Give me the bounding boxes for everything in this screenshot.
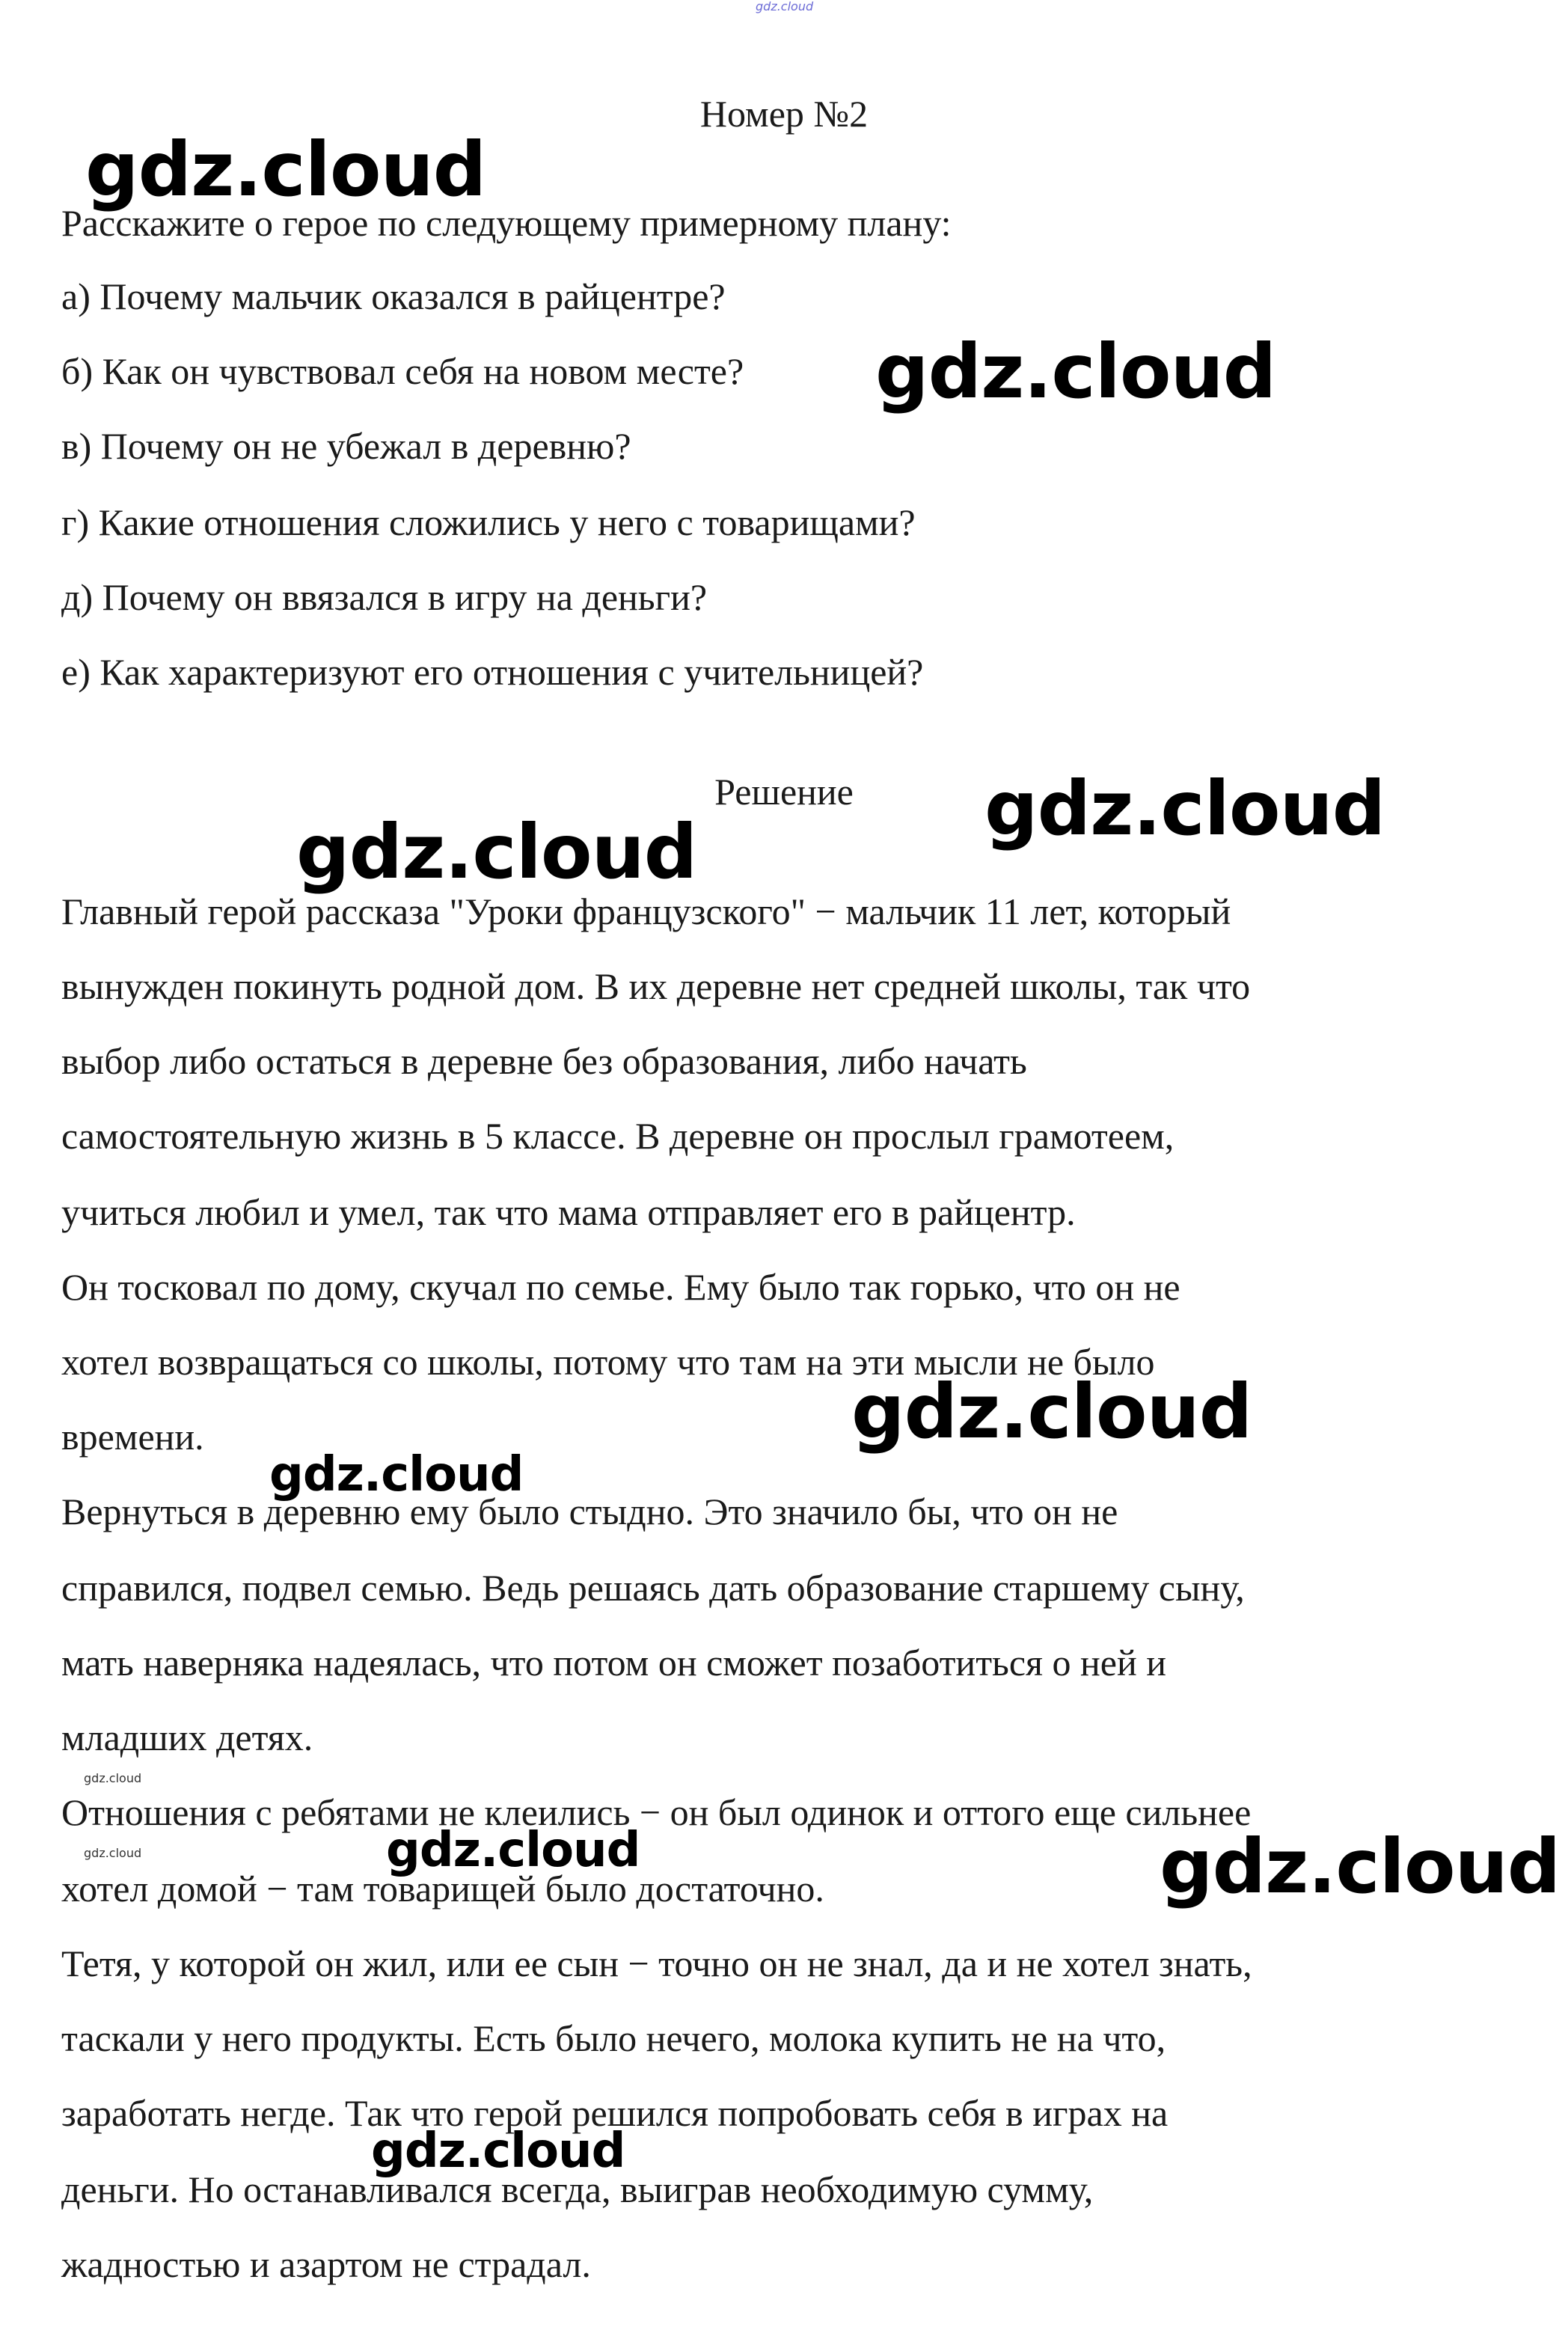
question-item: б) Как он чувствовал себя на новом месте? xyxy=(61,350,744,392)
watermark-small: gdz.cloud xyxy=(84,1846,142,1860)
solution-line: жадностью и азартом не страдал. xyxy=(61,2243,591,2285)
solution-line: вынужден покинуть родной дом. В их деревне нет средней школы, так что xyxy=(61,965,1251,1007)
solution-line: Он тосковал по дому, скучал по семье. Ему было так горько, что он не xyxy=(61,1266,1180,1308)
question-intro: Расскажите о герое по следующему примерному плану: xyxy=(61,202,952,244)
solution-line: мать наверняка надеялась, что потом он сможет позаботиться о ней и xyxy=(61,1642,1167,1684)
solution-line: хотел возвращаться со школы, потому что там на эти мысли не было xyxy=(61,1341,1155,1383)
solution-line: учиться любил и умел, так что мама отправляет его в райцентр. xyxy=(61,1191,1076,1233)
solution-line: заработать негде. Так что герой решился попробовать себя в играх на xyxy=(61,2092,1169,2134)
solution-line: таскали у него продукты. Есть было нечего, молока купить не на что, xyxy=(61,2017,1166,2059)
watermark-top: gdz.cloud xyxy=(756,0,814,13)
watermark-small: gdz.cloud xyxy=(84,1771,142,1785)
solution-heading: Решение xyxy=(714,771,854,813)
solution-line: выбор либо остаться в деревне без образования, либо начать xyxy=(61,1040,1027,1082)
solution-line: деньги. Но останавливался всегда, выиграв необходимую сумму, xyxy=(61,2168,1094,2210)
question-item: г) Какие отношения сложились у него с товарищами? xyxy=(61,501,916,543)
watermark: gdz.cloud xyxy=(371,2124,625,2179)
watermark: gdz.cloud xyxy=(1160,1823,1561,1910)
question-item: д) Почему он ввязался в игру на деньги? xyxy=(61,576,708,618)
watermark: gdz.cloud xyxy=(269,1447,524,1502)
solution-line: Главный герой рассказа "Уроки французского" − мальчик 11 лет, который xyxy=(61,890,1231,932)
solution-line: хотел домой − там товарищей было достаточно. xyxy=(61,1868,824,1910)
solution-line: Отношения с ребятами не клеились − он был одинок и оттого еще сильнее xyxy=(61,1791,1252,1833)
watermark: gdz.cloud xyxy=(851,1368,1252,1455)
watermark: gdz.cloud xyxy=(386,1823,640,1878)
solution-line: справился, подвел семью. Ведь решаясь дать образование старшему сыну, xyxy=(61,1567,1245,1609)
task-heading: Номер №2 xyxy=(699,93,869,135)
watermark: gdz.cloud xyxy=(984,765,1385,852)
question-item: а) Почему мальчик оказался в райцентре? xyxy=(61,275,726,317)
watermark: gdz.cloud xyxy=(875,328,1276,415)
solution-line: времени. xyxy=(61,1416,204,1458)
solution-line: самостоятельную жизнь в 5 классе. В деревне он прослыл грамотеем, xyxy=(61,1115,1175,1157)
question-item: е) Как характеризуют его отношения с учительницей? xyxy=(61,651,924,693)
solution-line: Вернуться в деревню ему было стыдно. Это значило бы, что он не xyxy=(61,1491,1118,1532)
watermark: gdz.cloud xyxy=(296,808,697,896)
watermark: gdz.cloud xyxy=(85,126,486,213)
solution-line: Тетя, у которой он жил, или ее сын − точно он не знал, да и не хотел знать, xyxy=(61,1942,1252,1984)
question-item: в) Почему он не убежал в деревню? xyxy=(61,425,631,467)
solution-line: младших детях. xyxy=(61,1716,313,1758)
